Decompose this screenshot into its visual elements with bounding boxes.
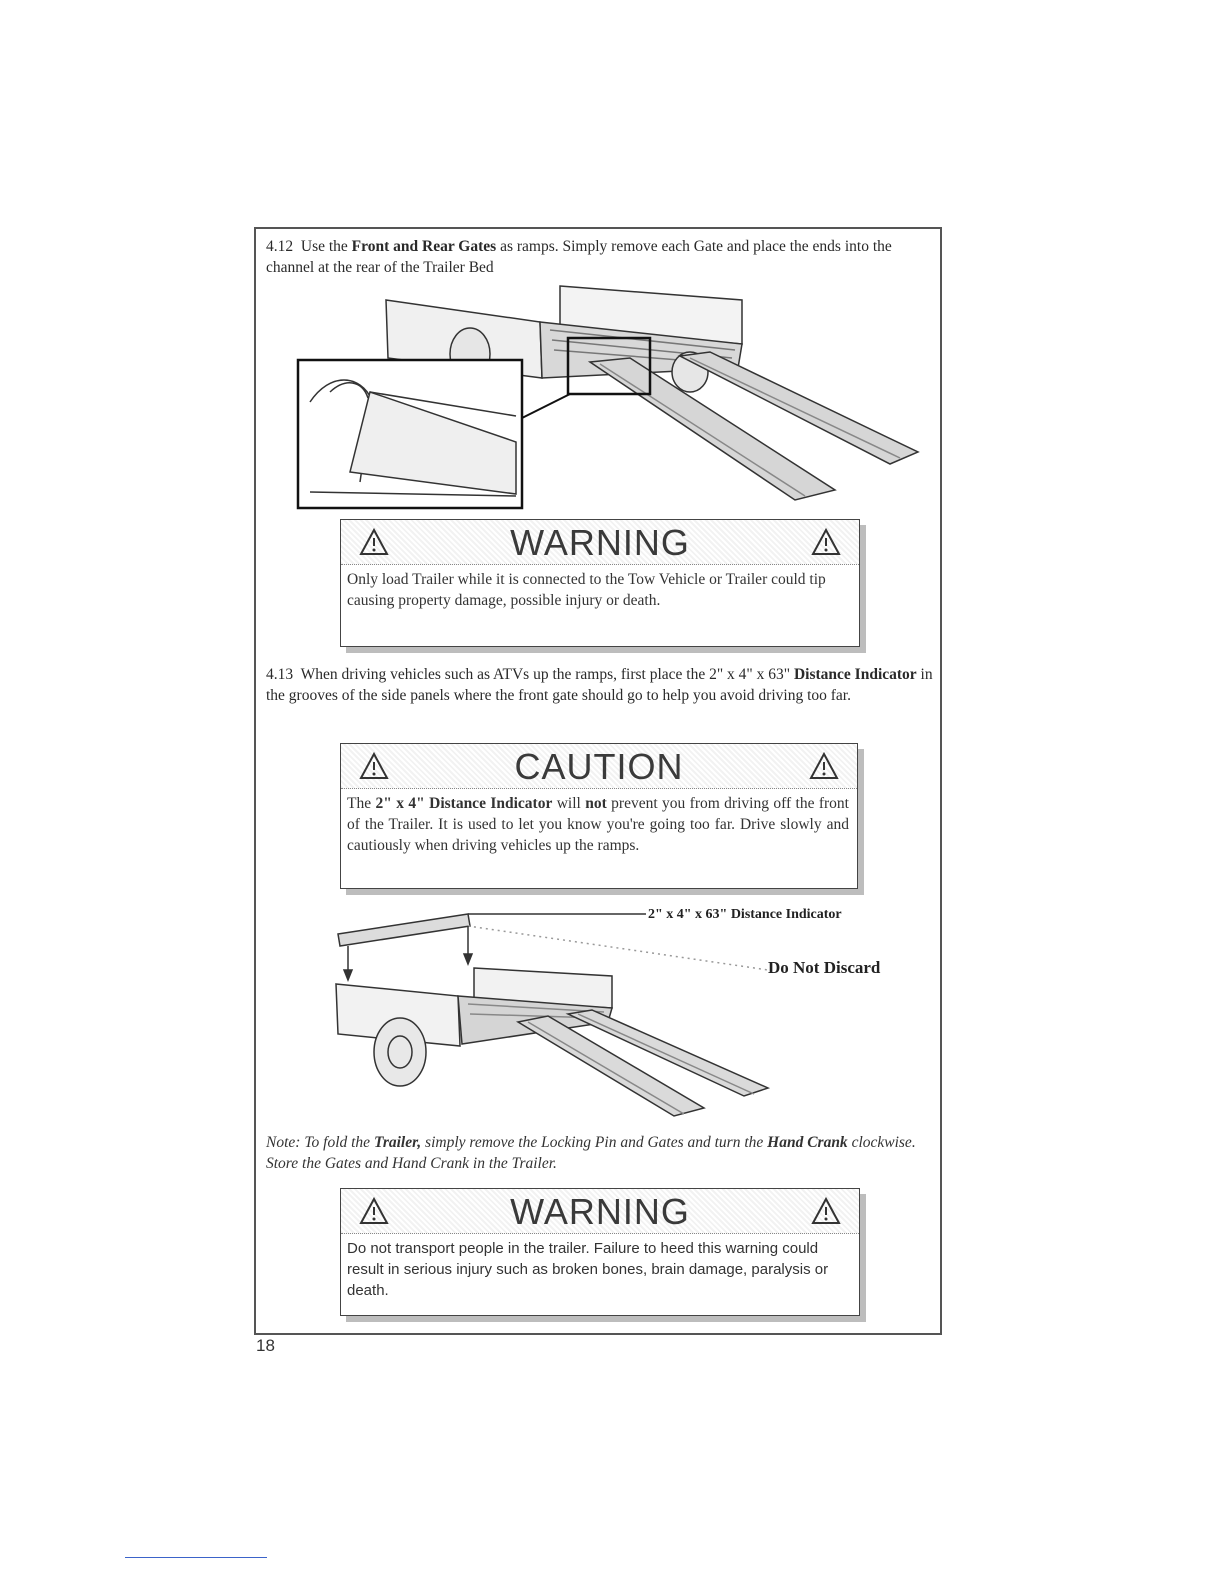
warning-triangle-icon bbox=[809, 752, 839, 780]
section-number: 4.13 bbox=[266, 666, 294, 683]
warning-box-2 bbox=[340, 1188, 860, 1316]
warning-header bbox=[341, 1189, 859, 1234]
distance-indicator-label: 2" x 4" x 63" Distance Indicator bbox=[648, 907, 842, 922]
warning-text: Do not transport people in the trailer. Failure to heed this warning could result in serious injury such as broken bones, brain damage, paralysis or death. bbox=[347, 1240, 829, 1299]
caution-text: The 2" x 4" Distance Indicator will not prevent you from driving off the front of the Trailer. It is used to let you know you're going too far. Drive slowly and cautiously when driving vehicles up the ramps. bbox=[347, 795, 849, 854]
caution-header bbox=[341, 744, 857, 789]
warning-triangle-icon bbox=[811, 1197, 841, 1225]
distance-indicator-illustration bbox=[328, 904, 768, 1124]
caution-title: CAUTION bbox=[514, 746, 684, 787]
do-not-discard-label: Do Not Discard bbox=[768, 958, 881, 977]
footer-rule bbox=[125, 1557, 267, 1558]
ramp-illustration bbox=[290, 282, 930, 522]
page-number: 18 bbox=[256, 1336, 275, 1355]
caution-box bbox=[340, 743, 858, 889]
paragraph-4-12: 4.12 Use the Front and Rear Gates as ramps. Simply remove each Gate and place the ends into the channel at the rear of the Trailer Bed bbox=[266, 238, 892, 276]
warning-header bbox=[341, 520, 859, 565]
warning-triangle-icon bbox=[811, 528, 841, 556]
warning-title: WARNING bbox=[510, 1191, 690, 1232]
warning-title: WARNING bbox=[510, 522, 690, 563]
warning-text: Only load Trailer while it is connected to the Tow Vehicle or Trailer could tip causing property damage, possible injury or death. bbox=[347, 571, 826, 609]
paragraph-4-13: 4.13 When driving vehicles such as ATVs up the ramps, first place the 2" x 4" x 63" Distance Indicator in the grooves of the side panels where the front gate should go to help you avoid driving too far. bbox=[266, 666, 933, 704]
section-number: 4.12 bbox=[266, 238, 294, 255]
fold-note: Note: To fold the Trailer, simply remove the Locking Pin and Gates and turn the Hand Crank clockwise. Store the Gates and Hand Crank in the Trailer. bbox=[266, 1134, 916, 1172]
warning-box-1 bbox=[340, 519, 860, 647]
